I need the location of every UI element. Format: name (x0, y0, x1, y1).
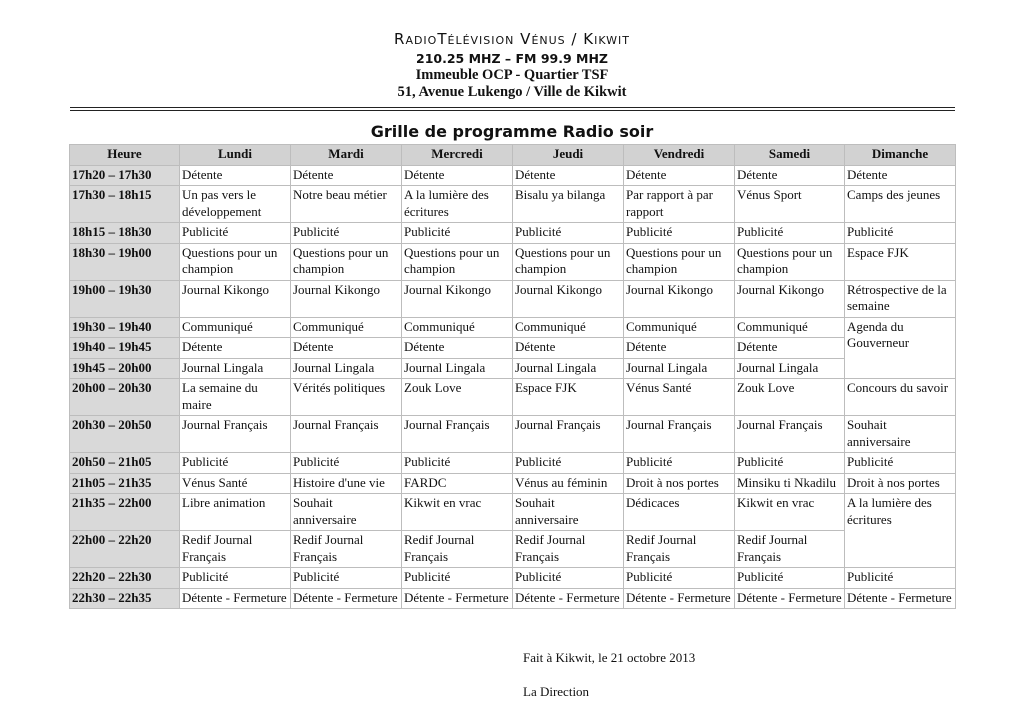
program-cell: Journal Français (624, 416, 735, 453)
program-cell: Dédicaces (624, 494, 735, 531)
program-cell: Redif Journal Français (513, 531, 624, 568)
program-cell: Redif Journal Français (291, 531, 402, 568)
program-cell: Publicité (402, 453, 513, 474)
program-cell: Journal Lingala (180, 358, 291, 379)
program-cell: Droit à nos portes (845, 473, 956, 494)
station-name: RadioTélévision Vénus / Kikwit (394, 30, 630, 48)
time-cell: 22h00 – 22h20 (70, 531, 180, 568)
column-header-thursday: Jeudi (513, 145, 624, 166)
table-row (70, 243, 956, 280)
program-cell: Détente (624, 338, 735, 359)
program-cell: Concours du savoir (845, 379, 956, 416)
time-cell: 20h50 – 21h05 (70, 453, 180, 474)
program-cell: Détente (402, 165, 513, 186)
program-cell: La semaine du maire (180, 379, 291, 416)
station-frequencies: 210.25 MHZ – FM 99.9 MHZ (416, 51, 608, 66)
program-cell: Questions pour un champion (624, 243, 735, 280)
program-cell: Détente (180, 165, 291, 186)
program-cell: Publicité (735, 453, 845, 474)
program-cell: Publicité (513, 453, 624, 474)
program-cell: Vénus Sport (735, 186, 845, 223)
program-cell: Journal Kikongo (513, 280, 624, 317)
program-cell: Journal Français (513, 416, 624, 453)
program-cell: A la lumière des écritures (402, 186, 513, 223)
program-cell: Souhait anniversaire (845, 416, 956, 453)
table-row (70, 568, 956, 589)
program-cell: Zouk Love (402, 379, 513, 416)
program-cell: Publicité (735, 223, 845, 244)
program-cell: Détente (291, 338, 402, 359)
time-cell: 22h20 – 22h30 (70, 568, 180, 589)
signature-line: La Direction (523, 684, 590, 699)
program-cell: Publicité (624, 568, 735, 589)
program-cell: Redif Journal Français (624, 531, 735, 568)
program-cell: Vérités politiques (291, 379, 402, 416)
column-header-wednesday: Mercredi (402, 145, 513, 166)
program-cell: Publicité (735, 568, 845, 589)
table-row (70, 165, 956, 186)
program-cell: Vénus Santé (624, 379, 735, 416)
program-cell: Communiqué (402, 317, 513, 338)
program-cell: Un pas vers le développement (180, 186, 291, 223)
program-cell: Journal Lingala (624, 358, 735, 379)
column-header-saturday: Samedi (735, 145, 845, 166)
program-cell: Détente (402, 338, 513, 359)
program-cell: Publicité (513, 223, 624, 244)
program-cell: Publicité (624, 223, 735, 244)
address-line-2: 51, Avenue Lukengo / Ville de Kikwit (397, 84, 627, 100)
column-header-tuesday: Mardi (291, 145, 402, 166)
document-header (0, 28, 1024, 101)
program-cell: Journal Kikongo (402, 280, 513, 317)
program-cell: Publicité (845, 223, 956, 244)
program-cell: Vénus Santé (180, 473, 291, 494)
time-cell: 21h05 – 21h35 (70, 473, 180, 494)
program-cell: Questions pour un champion (402, 243, 513, 280)
table-row (70, 338, 956, 359)
column-header-monday: Lundi (180, 145, 291, 166)
address-line-1: Immeuble OCP - Quartier TSF (415, 67, 609, 83)
time-cell: 21h35 – 22h00 (70, 494, 180, 531)
program-cell: Communiqué (180, 317, 291, 338)
program-cell: Publicité (180, 453, 291, 474)
program-cell: Minsiku ti Nkadilu (735, 473, 845, 494)
program-cell: Détente - Fermeture (845, 588, 956, 609)
time-cell: 18h30 – 19h00 (70, 243, 180, 280)
program-cell: Publicité (624, 453, 735, 474)
table-row (70, 588, 956, 609)
table-row (70, 223, 956, 244)
table-row (70, 379, 956, 416)
header-rule-bottom (70, 110, 955, 111)
program-cell: Par rapport à par rapport (624, 186, 735, 223)
table-row (70, 531, 956, 568)
program-cell: Questions pour un champion (735, 243, 845, 280)
time-cell: 22h30 – 22h35 (70, 588, 180, 609)
program-cell: Questions pour un champion (513, 243, 624, 280)
program-cell: Publicité (291, 453, 402, 474)
program-cell: Journal Kikongo (180, 280, 291, 317)
table-row (70, 358, 956, 379)
program-cell: Souhait anniversaire (291, 494, 402, 531)
program-cell: Détente (735, 165, 845, 186)
column-header-friday: Vendredi (624, 145, 735, 166)
program-cell: Détente - Fermeture (624, 588, 735, 609)
table-row (70, 453, 956, 474)
program-cell: Redif Journal Français (735, 531, 845, 568)
program-cell: Notre beau métier (291, 186, 402, 223)
time-cell: 19h45 – 20h00 (70, 358, 180, 379)
program-cell: Redif Journal Français (402, 531, 513, 568)
table-row (70, 317, 956, 338)
program-cell: Journal Kikongo (291, 280, 402, 317)
program-cell: Communiqué (624, 317, 735, 338)
program-cell: Détente - Fermeture (513, 588, 624, 609)
time-cell: 20h30 – 20h50 (70, 416, 180, 453)
program-cell: Détente (513, 165, 624, 186)
program-cell: Détente (180, 338, 291, 359)
program-cell: Questions pour un champion (180, 243, 291, 280)
program-cell: Kikwit en vrac (735, 494, 845, 531)
program-cell: Publicité (402, 223, 513, 244)
program-cell: Détente (291, 165, 402, 186)
program-cell: Détente (624, 165, 735, 186)
schedule-table (69, 144, 956, 609)
program-cell: Questions pour un champion (291, 243, 402, 280)
program-cell: Bisalu ya bilanga (513, 186, 624, 223)
program-cell: Détente - Fermeture (735, 588, 845, 609)
program-cell: Journal Lingala (291, 358, 402, 379)
table-row (70, 186, 956, 223)
program-cell: Journal Français (402, 416, 513, 453)
program-cell: Kikwit en vrac (402, 494, 513, 531)
program-cell: Journal Français (291, 416, 402, 453)
program-cell: Détente (845, 165, 956, 186)
time-cell: 17h30 – 18h15 (70, 186, 180, 223)
program-cell: Publicité (402, 568, 513, 589)
table-row (70, 280, 956, 317)
program-cell: Publicité (180, 568, 291, 589)
program-cell: Journal Français (735, 416, 845, 453)
table-row (70, 473, 956, 494)
table-row (70, 494, 956, 531)
program-cell: Journal Kikongo (624, 280, 735, 317)
program-cell: Communiqué (291, 317, 402, 338)
table-row (70, 416, 956, 453)
header-rule-top (70, 107, 955, 108)
time-cell: 20h00 – 20h30 (70, 379, 180, 416)
program-cell: Redif Journal Français (180, 531, 291, 568)
program-cell: Espace FJK (845, 243, 956, 280)
program-cell: Publicité (180, 223, 291, 244)
program-cell: Journal Lingala (402, 358, 513, 379)
table-header-row (70, 145, 956, 166)
column-header-sunday: Dimanche (845, 145, 956, 166)
program-cell: Communiqué (735, 317, 845, 338)
program-cell: Agenda du Gouverneur (845, 317, 956, 379)
program-cell: Publicité (513, 568, 624, 589)
program-cell: Histoire d'une vie (291, 473, 402, 494)
program-cell: Détente (735, 338, 845, 359)
place-and-date: Fait à Kikwit, le 21 octobre 2013 (523, 650, 696, 665)
time-cell: 18h15 – 18h30 (70, 223, 180, 244)
time-cell: 19h30 – 19h40 (70, 317, 180, 338)
program-cell: FARDC (402, 473, 513, 494)
program-cell: Publicité (291, 568, 402, 589)
program-cell: Publicité (845, 453, 956, 474)
program-cell: Détente (513, 338, 624, 359)
program-cell: Rétrospective de la semaine (845, 280, 956, 317)
program-cell: Journal Lingala (513, 358, 624, 379)
program-cell: Publicité (291, 223, 402, 244)
program-cell: Journal Kikongo (735, 280, 845, 317)
program-cell: Libre animation (180, 494, 291, 531)
program-cell: Journal Lingala (735, 358, 845, 379)
time-cell: 19h00 – 19h30 (70, 280, 180, 317)
program-cell: Détente - Fermeture (180, 588, 291, 609)
column-header-time: Heure (70, 145, 180, 166)
time-cell: 19h40 – 19h45 (70, 338, 180, 359)
program-cell: Vénus au féminin (513, 473, 624, 494)
program-cell: Zouk Love (735, 379, 845, 416)
program-cell: A la lumière des écritures (845, 494, 956, 568)
program-cell: Détente - Fermeture (291, 588, 402, 609)
program-cell: Publicité (845, 568, 956, 589)
program-cell: Détente - Fermeture (402, 588, 513, 609)
time-cell: 17h20 – 17h30 (70, 165, 180, 186)
program-cell: Journal Français (180, 416, 291, 453)
program-cell: Espace FJK (513, 379, 624, 416)
program-cell: Souhait anniversaire (513, 494, 624, 531)
schedule-title: Grille de programme Radio soir (370, 122, 654, 141)
program-cell: Communiqué (513, 317, 624, 338)
program-cell: Droit à nos portes (624, 473, 735, 494)
program-cell: Camps des jeunes (845, 186, 956, 223)
